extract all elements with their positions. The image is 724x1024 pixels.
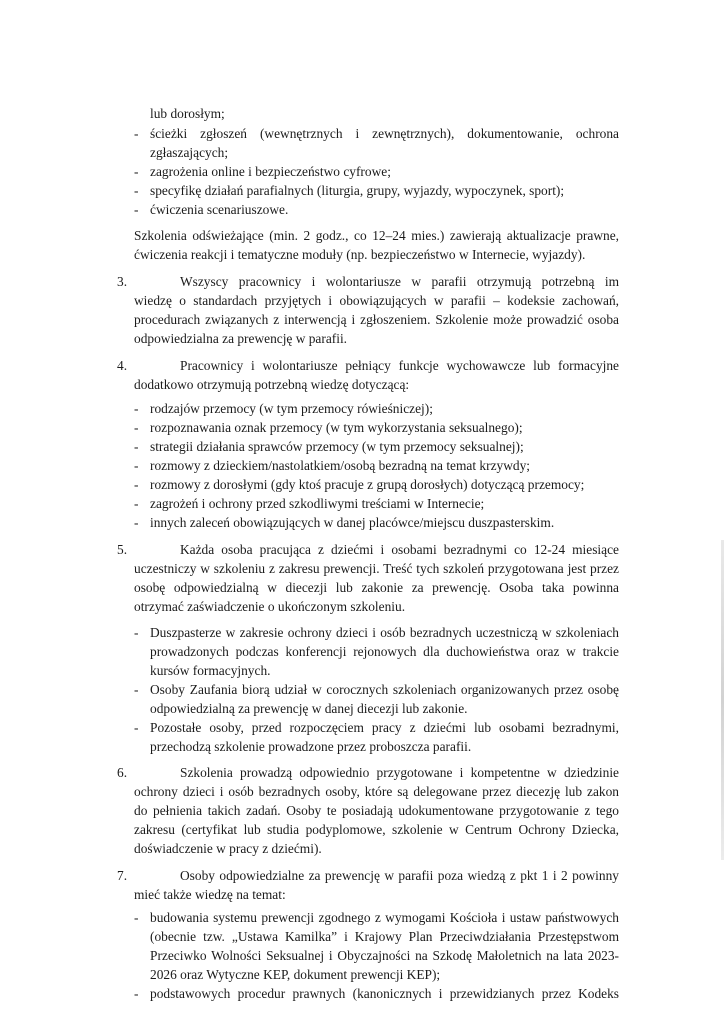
text-line: lub dorosłym; [150,106,225,121]
paragraph-line: zakresu (certyfikat lub studia podyplomowe, szkolenie w Centrum Ochrony Dziecka, [134,822,619,837]
paragraph-line: do pełnienia takich zadań. Osoby te posiadają udokumentowane przygotowanie z tego [134,803,619,818]
list-item-cont: odpowiedzialną za prewencję w danej diecezji lub zakonie. [150,701,468,716]
paragraph-line: Osoby odpowiedzialne za prewencję w parafii poza wiedzą z pkt 1 i 2 powinny [180,868,619,883]
section-number: 6. [117,765,128,780]
bullet-dash: - [134,477,139,492]
section-number: 5. [117,542,128,557]
bullet-dash: - [134,183,139,198]
paragraph-line: Pracownicy i wolontariusze pełniący funkcje wychowawcze lub formacyjne [180,358,619,373]
paragraph-line: ochrony dzieci i osób bezradnych osoby, które są delegowane przez diecezję lub zakon [134,784,619,799]
list-item-cont: Przeciwko Wolności Seksualnej i Obyczajności na Szkodę Małoletnich na lata 2023- [150,948,619,963]
bullet-dash: - [134,496,139,511]
list-item: budowania systemu prewencji zgodnego z wymogami Kościoła i ustaw państwowych [150,910,619,925]
section-number: 7. [117,868,128,883]
list-item: zagrożeń i ochrony przed szkodliwymi treściami w Internecie; [150,496,485,511]
list-item: specyfikę działań parafialnych (liturgia, grupy, wyjazdy, wypoczynek, sport); [150,183,565,198]
list-item: rodzajów przemocy (w tym przemocy rówieśniczej); [150,401,433,416]
section-number: 3. [117,274,128,289]
bullet-dash: - [134,439,139,454]
list-item: ćwiczenia scenariuszowe. [150,202,289,217]
bullet-dash: - [134,401,139,416]
list-item: zagrożenia online i bezpieczeństwo cyfrowe; [150,164,391,179]
bullet-dash: - [134,720,139,735]
bullet-dash: - [134,682,139,697]
paragraph-line: mieć także wiedzę na temat: [134,887,286,902]
bullet-dash: - [134,986,139,1001]
list-item: Pozostałe osoby, przed rozpoczęciem pracy z dziećmi lub osobami bezradnymi, [150,720,619,735]
paragraph-line: dodatkowo otrzymują potrzebną wiedzę dotyczącą: [134,377,410,392]
list-item: rozpoznawania oznak przemocy (w tym wykorzystania seksualnego); [150,420,523,435]
list-item: Duszpasterze w zakresie ochrony dzieci i osób bezradnych uczestniczą w szkoleniach [150,625,619,640]
paragraph-line: Szkolenia prowadzą odpowiednio przygotowane i kompetentne w dziedzinie [180,765,619,780]
list-item: strategii działania sprawców przemocy (w tym przemocy seksualnej); [150,439,524,454]
bullet-dash: - [134,126,139,141]
paragraph-line: Szkolenia odświeżające (min. 2 godz., co 12–24 mies.) zawierają aktualizacje prawne, [134,228,619,243]
list-item-cont: przechodzą szkolenie prowadzone przez proboszcza parafii. [150,739,472,754]
list-item-cont: kursów formacyjnych. [150,663,271,678]
list-item-cont: (obecnie tzw. „Ustawa Kamilka” i Krajowy Plan Przeciwdziałania Przestępstwom [150,929,619,944]
paragraph-line: Każda osoba pracująca z dziećmi i osobami bezradnymi co 12-24 miesiące [180,542,619,557]
bullet-dash: - [134,420,139,435]
list-item: rozmowy z dzieckiem/nastolatkiem/osobą bezradną na temat krzywdy; [150,458,531,473]
list-item: innych zaleceń obowiązujących w danej placówce/miejscu duszpasterskim. [150,515,555,530]
bullet-dash: - [134,910,139,925]
bullet-dash: - [134,515,139,530]
bullet-dash: - [134,202,139,217]
list-item-cont: 2026 oraz Wytyczne KEP, dokument prewencji KEP); [150,967,441,982]
paragraph-line: otrzymać zaświadczenie o ukończonym szkoleniu. [134,599,406,614]
list-item: rozmowy z dorosłymi (gdy ktoś pracuje z grupą dorosłych) dotyczącą przemocy; [150,477,585,492]
paragraph-line: Wszyscy pracownicy i wolontariusze w parafii otrzymują potrzebną im [180,274,619,289]
list-item: ścieżki zgłoszeń (wewnętrznych i zewnętrznych), dokumentowanie, ochrona [150,126,619,141]
section-number: 4. [117,358,128,373]
paragraph-line: doświadczenie w pracy z dziećmi). [134,841,322,856]
paragraph-line: uczestniczy w szkoleniu z zakresu prewencji. Treść tych szkoleń przygotowana jest przez [134,561,619,576]
paragraph-line: odpowiedzialna za prewencję w parafii. [134,331,348,346]
paragraph-line: wiedzę o standardach przyjętych i obowiązujących w parafii – kodeksie zachowań, [134,293,619,308]
bullet-dash: - [134,458,139,473]
bullet-dash: - [134,164,139,179]
list-item: Osoby Zaufania biorą udział w corocznych szkoleniach organizowanych przez osobę [150,682,619,697]
bullet-dash: - [134,625,139,640]
paragraph-line: ćwiczenia reakcji i tematyczne moduły (np. bezpieczeństwo w Internecie, wyjazdy). [134,247,586,262]
paragraph-line: osobę odpowiedzialną w diecezji lub zakonie za prewencję. Osoba taka powinna [134,580,619,595]
paragraph-line: procedurach związanych z interwencją i zgłoszeniem. Szkolenie może prowadzić osoba [134,312,619,327]
list-item-cont: prowadzonych podczas konferencji rejonowych dla duchowieństwa oraz w trakcie [150,644,619,659]
list-item: podstawowych procedur prawnych (kanonicznych i przewidzianych przez Kodeks [150,986,619,1001]
text-line: zgłaszających; [150,145,229,160]
